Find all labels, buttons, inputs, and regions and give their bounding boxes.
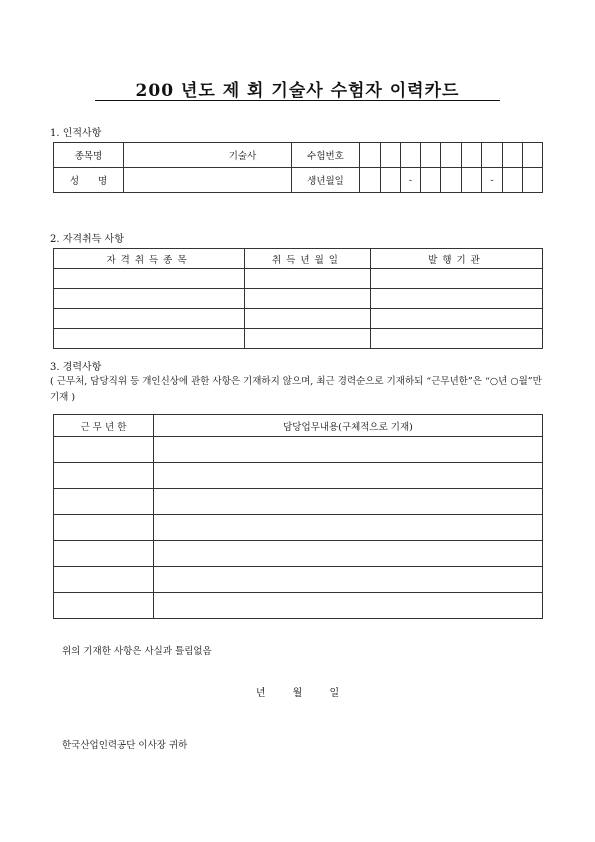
qualification-input[interactable] <box>54 269 245 289</box>
title-underline <box>95 100 500 101</box>
birthdate-cell[interactable] <box>421 168 441 193</box>
work-period-input[interactable] <box>54 463 154 489</box>
career-table <box>53 414 543 619</box>
qualification-input[interactable] <box>54 289 245 309</box>
field-suffix: 기술사 <box>228 151 257 162</box>
duties-input[interactable] <box>154 567 543 593</box>
issuer-input[interactable] <box>371 269 543 289</box>
duties-input[interactable] <box>154 437 543 463</box>
document-title: 200 년도 제 회 기술사 수험자 이력카드 <box>135 81 460 101</box>
acquired-date-input[interactable] <box>245 289 371 309</box>
birthdate-cell[interactable] <box>360 168 381 193</box>
name-label: 성 명 <box>54 168 124 193</box>
exam-number-label: 수험번호 <box>292 143 360 168</box>
table-row <box>54 593 543 619</box>
work-period-input[interactable] <box>54 489 154 515</box>
exam-number-cell[interactable] <box>503 143 523 168</box>
section-1-heading: 1. 인적사항 <box>50 128 102 139</box>
exam-number-cell[interactable] <box>381 143 401 168</box>
exam-number-cell[interactable] <box>421 143 441 168</box>
career-note: ( 근무처, 담당직위 등 개인신상에 관한 사항은 기재하지 않으며, 최근 경력순으로 기재하되 “근무년한”은 “○년 ○월”만 기재 ) <box>50 376 542 403</box>
name-input[interactable] <box>124 168 292 193</box>
birthdate-cell[interactable] <box>462 168 482 193</box>
table-row <box>54 541 543 567</box>
exam-number-cell[interactable] <box>360 143 381 168</box>
exam-number-cell[interactable] <box>441 143 462 168</box>
column-header-duties: 담당업무내용(구체적으로 기재) <box>154 415 543 437</box>
table-row <box>54 269 543 289</box>
personal-info-table <box>53 142 543 193</box>
table-row <box>54 437 543 463</box>
qualification-input[interactable] <box>54 329 245 349</box>
duties-input[interactable] <box>154 593 543 619</box>
duties-input[interactable] <box>154 489 543 515</box>
qualification-table <box>53 248 543 349</box>
table-row <box>54 309 543 329</box>
field-input[interactable] <box>124 143 292 168</box>
exam-number-cell[interactable] <box>462 143 482 168</box>
table-row <box>54 463 543 489</box>
acquired-date-input[interactable] <box>245 269 371 289</box>
issuer-input[interactable] <box>371 329 543 349</box>
column-header-acquired-date: 취득년월일 <box>245 249 371 269</box>
work-period-input[interactable] <box>54 437 154 463</box>
work-period-input[interactable] <box>54 515 154 541</box>
work-period-input[interactable] <box>54 567 154 593</box>
table-row <box>54 515 543 541</box>
birthdate-cell[interactable] <box>503 168 523 193</box>
work-period-input[interactable] <box>54 593 154 619</box>
table-row <box>54 329 543 349</box>
section-3-heading: 3. 경력사항 <box>50 362 102 373</box>
column-header-qualification: 자격취득종목 <box>54 249 245 269</box>
addressee: 한국산업인력공단 이사장 귀하 <box>62 740 188 751</box>
qualification-input[interactable] <box>54 309 245 329</box>
exam-number-cell[interactable] <box>523 143 543 168</box>
birthdate-cell[interactable] <box>523 168 543 193</box>
birthdate-label: 생년월일 <box>292 168 360 193</box>
work-period-input[interactable] <box>54 541 154 567</box>
column-header-work-period: 근 무 년 한 <box>54 415 154 437</box>
acquired-date-input[interactable] <box>245 329 371 349</box>
issuer-input[interactable] <box>371 309 543 329</box>
table-row <box>54 489 543 515</box>
birthdate-separator: - <box>482 168 503 193</box>
duties-input[interactable] <box>154 515 543 541</box>
birthdate-cell[interactable] <box>381 168 401 193</box>
exam-number-cell[interactable] <box>401 143 421 168</box>
acquired-date-input[interactable] <box>245 309 371 329</box>
duties-input[interactable] <box>154 541 543 567</box>
issuer-input[interactable] <box>371 289 543 309</box>
duties-input[interactable] <box>154 463 543 489</box>
table-row <box>54 289 543 309</box>
field-label: 종목명 <box>54 143 124 168</box>
exam-number-cell[interactable] <box>482 143 503 168</box>
date-line: 년 월 일 <box>255 688 340 699</box>
section-2-heading: 2. 자격취득 사항 <box>50 234 124 245</box>
birthdate-separator: - <box>401 168 421 193</box>
certification-statement: 위의 기재한 사항은 사실과 틀림없음 <box>62 646 212 657</box>
column-header-issuer: 발행기관 <box>371 249 543 269</box>
birthdate-cell[interactable] <box>441 168 462 193</box>
table-row <box>54 567 543 593</box>
